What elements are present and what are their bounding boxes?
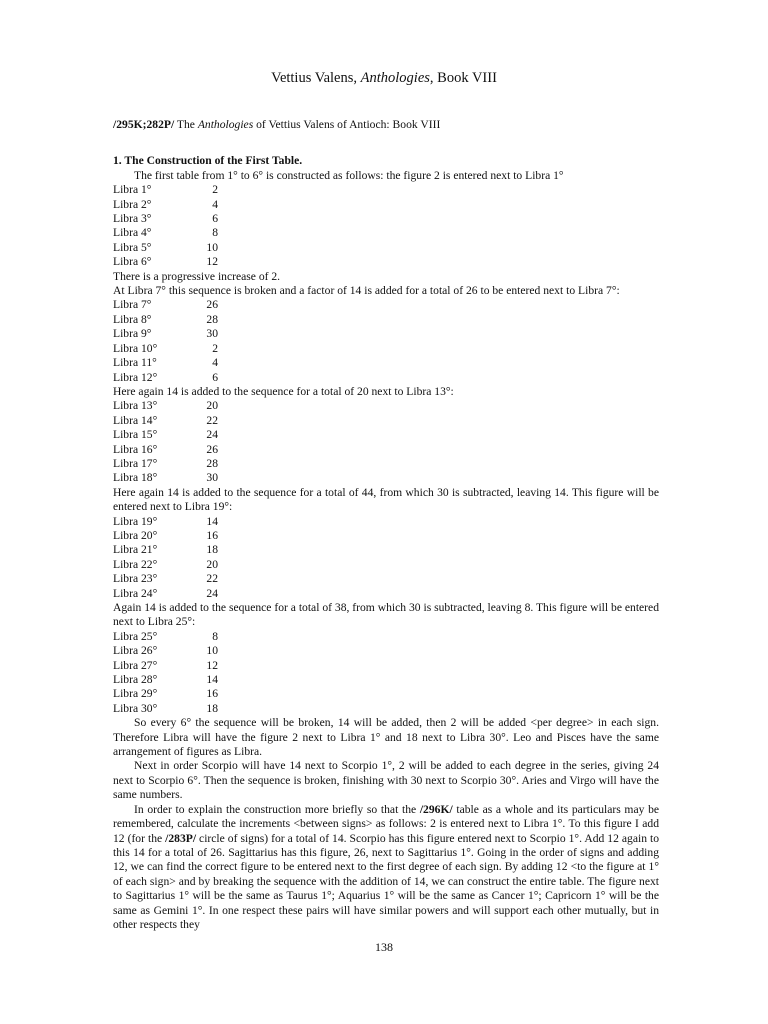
degree-label: Libra 28° xyxy=(113,673,158,687)
degree-row xyxy=(113,587,659,601)
degree-value: 14 xyxy=(206,514,218,528)
degree-value: 26 xyxy=(206,298,218,312)
degree-label: Libra 21° xyxy=(113,543,158,557)
paragraph: At Libra 7° this sequence is broken and a factor of 14 is added for a total of 26 to be entered next to Libra 7°: xyxy=(113,284,620,298)
degree-value: 4 xyxy=(212,356,218,370)
degree-label: Libra 5° xyxy=(113,240,152,254)
page-number: 138 xyxy=(375,940,393,954)
degree-table xyxy=(113,515,659,601)
degree-label: Libra 8° xyxy=(113,312,152,326)
degree-label: Libra 11° xyxy=(113,356,157,370)
degree-table xyxy=(113,399,659,485)
intro-text-post: of Vettius Valens of Antioch: Book VIII xyxy=(253,118,441,131)
degree-row xyxy=(113,702,659,716)
degree-row xyxy=(113,226,659,240)
paragraph: So every 6° the sequence will be broken, 14 will be added, then 2 will be added <per degree> in each sign. Therefore Libra will have the figure 2 next to Libra 1° and 18 next to Libra 30°. Leo and Pisces have the same arrangement of figures as Libra. xyxy=(113,716,659,759)
degree-label: Libra 22° xyxy=(113,557,158,571)
degree-value: 18 xyxy=(206,701,218,715)
document-body xyxy=(113,118,659,932)
degree-row xyxy=(113,515,659,529)
degree-value: 24 xyxy=(206,428,218,442)
degree-label: Libra 30° xyxy=(113,701,158,715)
degree-row xyxy=(113,313,659,327)
degree-value: 2 xyxy=(212,183,218,197)
degree-value: 18 xyxy=(206,543,218,557)
degree-table xyxy=(113,183,659,269)
section-body xyxy=(113,169,659,933)
degree-row xyxy=(113,241,659,255)
degree-label: Libra 14° xyxy=(113,413,158,427)
degree-value: 10 xyxy=(206,644,218,658)
intro-line xyxy=(113,118,659,132)
intro-reference: /295K;282P/ xyxy=(113,118,175,131)
degree-label: Libra 1° xyxy=(113,183,152,197)
degree-row xyxy=(113,558,659,572)
degree-label: Libra 24° xyxy=(113,586,158,600)
degree-row xyxy=(113,529,659,543)
degree-table xyxy=(113,630,659,716)
degree-row xyxy=(113,687,659,701)
page-reference: /296K/ xyxy=(419,802,453,816)
degree-label: Libra 13° xyxy=(113,399,158,413)
degree-value: 6 xyxy=(212,370,218,384)
paragraph xyxy=(113,803,659,933)
degree-row xyxy=(113,371,659,385)
degree-value: 30 xyxy=(206,471,218,485)
degree-value: 6 xyxy=(212,212,218,226)
paragraph-text: circle of signs) for a total of 14. Scorpio has this figure entered next to Scorpio 1°. Add 12 again to this 14 for a total of 26. Sagittarius has this figure, 26, next to Sagittarius 1°. Going in the order of signs and adding 12, we can find the correct figure to be entered next to the first degree of each sign. By adding 12 <to the figure at 1° of each sign> and by breaking the sequence with the addition of 14, we can construct the entire table. The figure next to Sagittarius 1° will be the same as Taurus 1°; Aquarius 1° will be the same as Cancer 1°; Capricorn 1° will be the same as Gemini 1°. In one respect these pairs will have similar powers and will support each other mutually, but in other respects they xyxy=(113,831,660,931)
degree-row xyxy=(113,659,659,673)
degree-value: 10 xyxy=(206,240,218,254)
degree-value: 28 xyxy=(206,456,218,470)
paragraph: The first table from 1° to 6° is constructed as follows: the figure 2 is entered next to Libra 1° xyxy=(134,168,564,182)
degree-label: Libra 15° xyxy=(113,428,158,442)
degree-label: Libra 25° xyxy=(113,629,158,643)
degree-row xyxy=(113,543,659,557)
degree-label: Libra 17° xyxy=(113,456,158,470)
paragraph: Next in order Scorpio will have 14 next to Scorpio 1°, 2 will be added to each degree in the series, giving 24 next to Scorpio 6°. Then the sequence is broken, finishing with 30 next to Scorpio 30°. Aries and Virgo will have the same numbers. xyxy=(113,759,659,802)
degree-label: Libra 7° xyxy=(113,298,152,312)
degree-row xyxy=(113,644,659,658)
degree-value: 8 xyxy=(212,629,218,643)
paragraph: Here again 14 is added to the sequence for a total of 44, from which 30 is subtracted, leaving 14. This figure will be entered next to Libra 19°: xyxy=(113,485,659,514)
degree-label: Libra 6° xyxy=(113,255,152,269)
degree-label: Libra 20° xyxy=(113,528,158,542)
degree-value: 12 xyxy=(206,255,218,269)
degree-value: 16 xyxy=(206,687,218,701)
degree-row xyxy=(113,414,659,428)
degree-value: 22 xyxy=(206,413,218,427)
degree-label: Libra 4° xyxy=(113,226,152,240)
degree-row xyxy=(113,673,659,687)
degree-row xyxy=(113,183,659,197)
degree-row xyxy=(113,342,659,356)
degree-row xyxy=(113,572,659,586)
page-reference: /283P/ xyxy=(165,831,197,845)
degree-value: 22 xyxy=(206,572,218,586)
degree-row xyxy=(113,630,659,644)
degree-value: 26 xyxy=(206,442,218,456)
degree-value: 8 xyxy=(212,226,218,240)
degree-row xyxy=(113,198,659,212)
degree-value: 16 xyxy=(206,528,218,542)
degree-row xyxy=(113,356,659,370)
degree-row xyxy=(113,471,659,485)
header-title: Anthologies xyxy=(360,70,430,86)
degree-row xyxy=(113,298,659,312)
degree-value: 24 xyxy=(206,586,218,600)
degree-row xyxy=(113,255,659,269)
degree-label: Libra 12° xyxy=(113,370,158,384)
degree-label: Libra 29° xyxy=(113,687,158,701)
intro-text-italic: Anthologies xyxy=(197,118,254,131)
degree-label: Libra 19° xyxy=(113,514,158,528)
degree-label: Libra 9° xyxy=(113,327,152,341)
degree-label: Libra 18° xyxy=(113,471,158,485)
degree-label: Libra 16° xyxy=(113,442,158,456)
section-title: 1. The Construction of the First Table. xyxy=(113,154,303,168)
degree-row xyxy=(113,457,659,471)
degree-label: Libra 3° xyxy=(113,212,152,226)
degree-value: 20 xyxy=(206,399,218,413)
degree-label: Libra 2° xyxy=(113,197,152,211)
paragraph: There is a progressive increase of 2. xyxy=(113,269,281,283)
degree-value: 20 xyxy=(206,557,218,571)
paragraph-text: table as a whole and its particulars may be remembered, calculate the increments <between signs> as follows: 2 is entered next to Libra 1°. To this figure I add 12 (for the xyxy=(113,802,660,845)
degree-label: Libra 26° xyxy=(113,644,158,658)
degree-row xyxy=(113,443,659,457)
paragraph: Again 14 is added to the sequence for a total of 38, from which 30 is subtracted, leaving 8. This figure will be entered next to Libra 25°: xyxy=(113,601,659,629)
paragraph: Here again 14 is added to the sequence for a total of 20 next to Libra 13°: xyxy=(113,384,454,398)
degree-row xyxy=(113,428,659,442)
degree-value: 4 xyxy=(212,197,218,211)
degree-value: 14 xyxy=(206,673,218,687)
degree-label: Libra 27° xyxy=(113,658,158,672)
degree-table xyxy=(113,298,659,384)
running-header xyxy=(0,70,768,87)
header-author: Vettius Valens, xyxy=(271,70,361,86)
degree-value: 30 xyxy=(206,327,218,341)
degree-row xyxy=(113,212,659,226)
header-book: , Book VIII xyxy=(429,70,497,86)
degree-value: 2 xyxy=(212,341,218,355)
degree-row xyxy=(113,399,659,413)
degree-label: Libra 10° xyxy=(113,341,158,355)
degree-value: 28 xyxy=(206,312,218,326)
degree-value: 12 xyxy=(206,658,218,672)
intro-text-pre: The xyxy=(174,118,198,131)
degree-row xyxy=(113,327,659,341)
paragraph-text: In order to explain the construction more briefly so that the xyxy=(134,802,420,816)
degree-label: Libra 23° xyxy=(113,572,158,586)
